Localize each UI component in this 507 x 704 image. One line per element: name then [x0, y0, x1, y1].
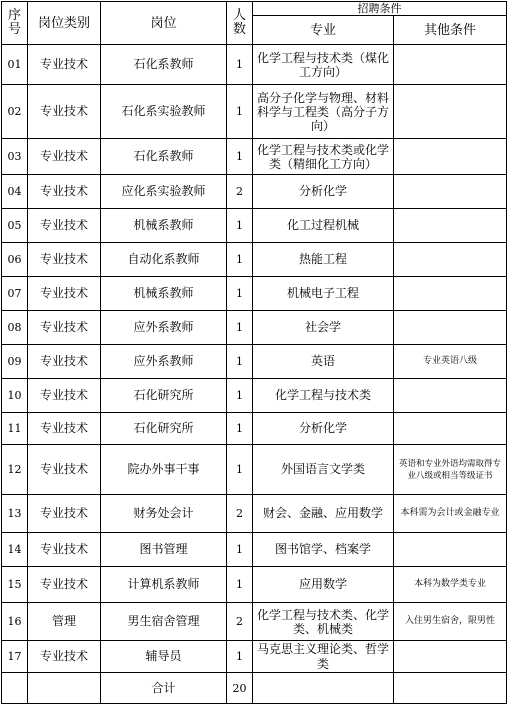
table-row [2, 413, 507, 445]
row-seq: 13 [2, 495, 28, 533]
table-row [2, 311, 507, 345]
row-major: 马克思主义理论类、哲学类 [253, 641, 394, 673]
row-other [394, 139, 507, 175]
row-seq: 14 [2, 533, 28, 567]
total-category-cell [28, 673, 101, 704]
row-other [394, 641, 507, 673]
row-position: 石化系教师 [101, 45, 227, 85]
row-seq: 15 [2, 567, 28, 603]
row-major: 分析化学 [253, 175, 394, 209]
table-row [2, 85, 507, 139]
row-seq: 01 [2, 45, 28, 85]
table-row [2, 533, 507, 567]
row-seq: 06 [2, 243, 28, 277]
row-seq: 09 [2, 345, 28, 379]
table-row [2, 603, 507, 641]
row-other [394, 379, 507, 413]
row-other [394, 311, 507, 345]
row-other: 本科需为会计或金融专业 [394, 495, 507, 533]
header-conditions: 招聘条件 [253, 2, 507, 16]
row-count: 1 [227, 379, 253, 413]
row-category: 专业技术 [28, 413, 101, 445]
total-count: 20 [227, 673, 253, 704]
row-major: 化工过程机械 [253, 209, 394, 243]
row-category: 专业技术 [28, 45, 101, 85]
total-major-cell [253, 673, 394, 704]
total-other-cell [394, 673, 507, 704]
row-major: 化学工程与技术类（煤化工方向） [253, 45, 394, 85]
row-category: 专业技术 [28, 85, 101, 139]
row-seq: 07 [2, 277, 28, 311]
row-other [394, 533, 507, 567]
row-position: 应化系实验教师 [101, 175, 227, 209]
row-category: 专业技术 [28, 139, 101, 175]
row-other: 本科为数学类专业 [394, 567, 507, 603]
row-count: 1 [227, 139, 253, 175]
row-count: 1 [227, 533, 253, 567]
table-row [2, 175, 507, 209]
header-category: 岗位类别 [28, 2, 101, 45]
table-row [2, 445, 507, 495]
row-position: 应外系教师 [101, 345, 227, 379]
row-count: 1 [227, 445, 253, 495]
row-position: 图书管理 [101, 533, 227, 567]
row-category: 专业技术 [28, 379, 101, 413]
row-count: 2 [227, 175, 253, 209]
header-other: 其他条件 [394, 16, 507, 45]
row-position: 计算机系教师 [101, 567, 227, 603]
row-position: 应外系教师 [101, 311, 227, 345]
row-seq: 03 [2, 139, 28, 175]
row-count: 1 [227, 243, 253, 277]
row-seq: 10 [2, 379, 28, 413]
row-seq: 17 [2, 641, 28, 673]
row-major: 化学工程与技术类 [253, 379, 394, 413]
row-position: 石化系实验教师 [101, 85, 227, 139]
row-count: 2 [227, 495, 253, 533]
row-category: 专业技术 [28, 641, 101, 673]
row-seq: 05 [2, 209, 28, 243]
row-category: 专业技术 [28, 277, 101, 311]
row-position: 财务处会计 [101, 495, 227, 533]
row-category: 专业技术 [28, 567, 101, 603]
table-row [2, 277, 507, 311]
row-seq: 16 [2, 603, 28, 641]
row-count: 1 [227, 45, 253, 85]
row-count: 1 [227, 209, 253, 243]
header-count: 人数 [227, 2, 253, 45]
row-major: 应用数学 [253, 567, 394, 603]
row-position: 石化研究所 [101, 413, 227, 445]
table-row [2, 379, 507, 413]
row-seq: 12 [2, 445, 28, 495]
row-category: 专业技术 [28, 533, 101, 567]
row-position: 辅导员 [101, 641, 227, 673]
row-category: 专业技术 [28, 311, 101, 345]
row-category: 管理 [28, 603, 101, 641]
row-category: 专业技术 [28, 345, 101, 379]
row-other [394, 85, 507, 139]
row-major: 社会学 [253, 311, 394, 345]
row-major: 外国语言文学类 [253, 445, 394, 495]
row-major: 化学工程与技术类或化学类（精细化工方向） [253, 139, 394, 175]
row-count: 1 [227, 413, 253, 445]
row-position: 机械系教师 [101, 277, 227, 311]
row-other [394, 277, 507, 311]
row-position: 石化研究所 [101, 379, 227, 413]
row-other [394, 175, 507, 209]
total-label: 合计 [101, 673, 227, 704]
row-category: 专业技术 [28, 495, 101, 533]
table-row [2, 495, 507, 533]
row-position: 男生宿舍管理 [101, 603, 227, 641]
total-seq-cell [2, 673, 28, 704]
total-row [2, 673, 507, 704]
row-category: 专业技术 [28, 445, 101, 495]
row-seq: 04 [2, 175, 28, 209]
row-major: 机械电子工程 [253, 277, 394, 311]
row-other: 入住男生宿舍，限男性 [394, 603, 507, 641]
row-major: 分析化学 [253, 413, 394, 445]
row-other [394, 209, 507, 243]
row-major: 图书馆学、档案学 [253, 533, 394, 567]
row-position: 机械系教师 [101, 209, 227, 243]
row-other: 英语和专业外语均需取得专业八级或相当等级证书 [394, 445, 507, 495]
row-count: 1 [227, 641, 253, 673]
row-major: 高分子化学与物理、材料科学与工程类（高分子方向） [253, 85, 394, 139]
row-other [394, 413, 507, 445]
table-body [2, 45, 507, 673]
row-other [394, 243, 507, 277]
row-seq: 11 [2, 413, 28, 445]
table-row [2, 209, 507, 243]
row-other [394, 45, 507, 85]
row-major: 财会、金融、应用数学 [253, 495, 394, 533]
row-major: 英语 [253, 345, 394, 379]
row-count: 1 [227, 85, 253, 139]
row-seq: 02 [2, 85, 28, 139]
row-category: 专业技术 [28, 175, 101, 209]
row-category: 专业技术 [28, 209, 101, 243]
row-count: 2 [227, 603, 253, 641]
row-seq: 08 [2, 311, 28, 345]
header-seq: 序号 [2, 2, 28, 45]
table-row [2, 567, 507, 603]
row-major: 化学工程与技术类、化学类、机械类 [253, 603, 394, 641]
row-count: 1 [227, 311, 253, 345]
header-row-1 [2, 2, 507, 16]
header-major: 专业 [253, 16, 394, 45]
row-count: 1 [227, 345, 253, 379]
table-row [2, 641, 507, 673]
row-count: 1 [227, 277, 253, 311]
row-major: 热能工程 [253, 243, 394, 277]
row-other: 专业英语八级 [394, 345, 507, 379]
table-row [2, 45, 507, 85]
table-row [2, 345, 507, 379]
table-row [2, 243, 507, 277]
table-row [2, 139, 507, 175]
row-position: 石化系教师 [101, 139, 227, 175]
row-count: 1 [227, 567, 253, 603]
recruitment-table [1, 1, 507, 704]
row-position: 院办外事干事 [101, 445, 227, 495]
header-position: 岗位 [101, 2, 227, 45]
row-category: 专业技术 [28, 243, 101, 277]
row-position: 自动化系教师 [101, 243, 227, 277]
